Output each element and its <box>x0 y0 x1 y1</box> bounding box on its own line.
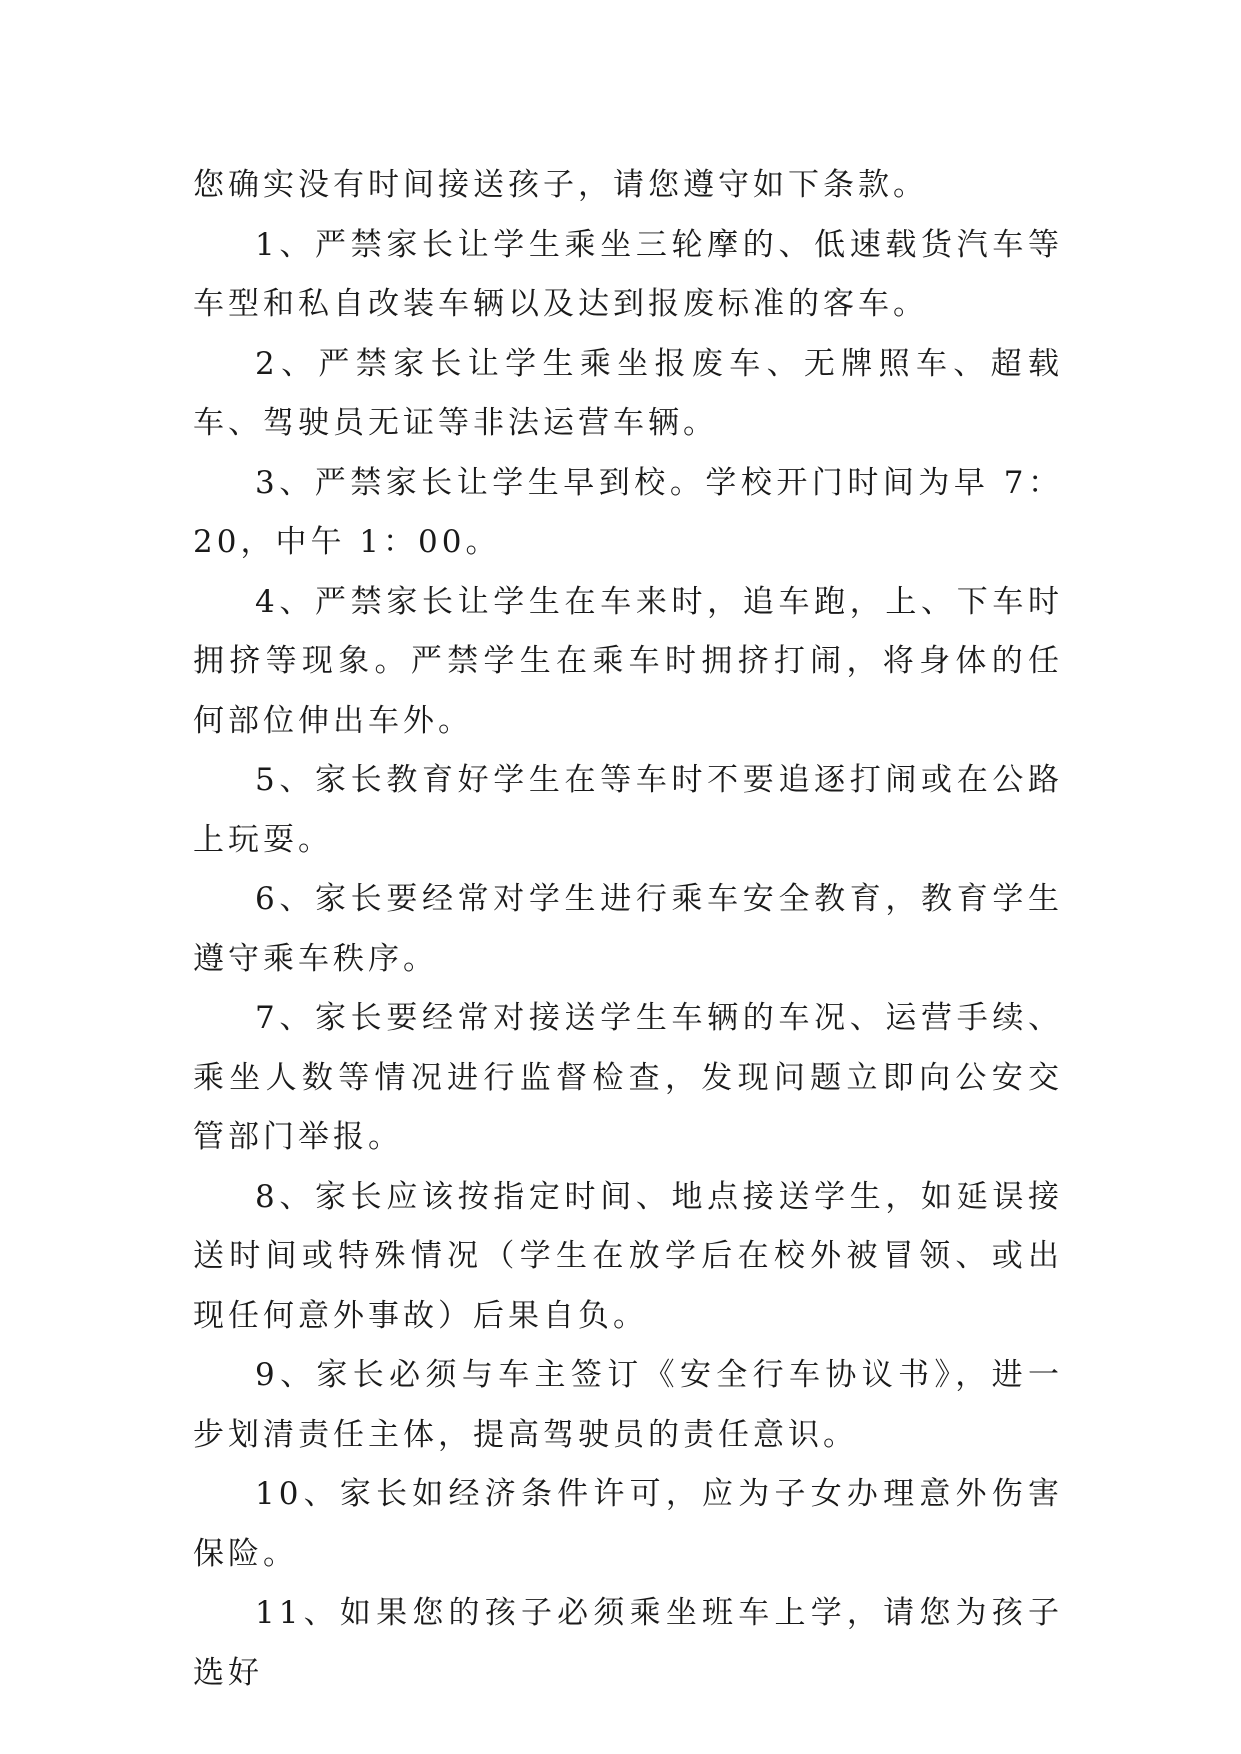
paragraph-intro: 您确实没有时间接送孩子，请您遵守如下条款。 <box>193 167 928 203</box>
paragraph-rule-5: 5、家长教育好学生在等车时不要追逐打闹或在公路上玩耍。 <box>193 762 1063 858</box>
paragraph-rule-9: 9、家长必须与车主签订《安全行车协议书》，进一步划清责任主体，提高驾驶员的责任意识。 <box>193 1357 1063 1453</box>
paragraph-rule-10: 10、家长如经济条件许可，应为子女办理意外伤害保险。 <box>193 1476 1063 1572</box>
paragraph-rule-8: 8、家长应该按指定时间、地点接送学生，如延误接送时间或特殊情况（学生在放学后在校外被冒领、或出现任何意外事故）后果自负。 <box>193 1178 1063 1334</box>
paragraph-rule-6: 6、家长要经常对学生进行乘车安全教育，教育学生遵守乘车秩序。 <box>193 881 1063 977</box>
paragraph-rule-11: 11、如果您的孩子必须乘坐班车上学，请您为孩子选好 <box>193 1595 1063 1691</box>
document-body <box>193 156 1063 1703</box>
paragraph-rule-2: 2、严禁家长让学生乘坐报废车、无牌照车、超载车、驾驶员无证等非法运营车辆。 <box>193 345 1063 441</box>
paragraph-rule-1: 1、严禁家长让学生乘坐三轮摩的、低速载货汽车等车型和私自改装车辆以及达到报废标准的客车。 <box>193 226 1063 322</box>
paragraph-rule-3: 3、严禁家长让学生早到校。学校开门时间为早 7：20，中午 1：00。 <box>193 464 1063 560</box>
paragraph-rule-7: 7、家长要经常对接送学生车辆的车况、运营手续、乘坐人数等情况进行监督检查，发现问题立即向公安交管部门举报。 <box>193 1000 1063 1155</box>
paragraph-rule-4: 4、严禁家长让学生在车来时，追车跑，上、下车时拥挤等现象。严禁学生在乘车时拥挤打闹，将身体的任何部位伸出车外。 <box>193 583 1063 739</box>
